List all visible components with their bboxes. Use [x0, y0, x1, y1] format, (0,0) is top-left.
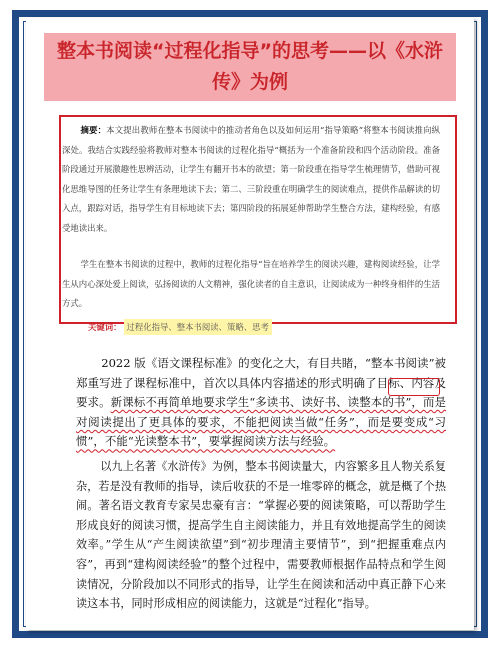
keywords-label: 关键词：	[88, 322, 122, 332]
body-p2-text: 以九上名著《水浒传》为例，整本书阅读量大，内容繁多且人物关系复杂，若是没有教师的指导，读后收获的不是一堆零碎的概念，就是概了个热闹。著名语文教育专家吴忠豪有言：“掌握必要的阅读策略，可以帮助学生形成良好的阅读习惯，提高学生自主阅读能力，并且有效地提高学生的阅读效率。”学生从“产生阅读欲望”到“初步理清主要情节”，到“把握重难点内容”，再到“建构阅读经验”的整个过程中，需要教师根据作品特点和学生阅读情况，分阶段加以不同形式的指导，让学生在阅读和活动中真正静下心来读这本书，同时形成相应的阅读能力，这就是“过程化”指导。	[76, 460, 446, 611]
body-p1-marked: 新课标不再简单地要求学生“多读书、读好书、读整本的书”，而是对阅读提出了更具体的要求，不能把阅读当做“任务”，而是要变成“习惯”，不能“光读整本书”，要掌握阅读方法与经验。	[76, 395, 446, 449]
keywords-text: 过程化指导、整本书阅读、策略、思考	[124, 319, 272, 335]
abstract-label: 摘要：	[80, 125, 107, 135]
abstract-paragraph-2	[62, 255, 440, 314]
keywords-row	[88, 319, 272, 335]
body-p1-plain: 2022 版《语文课程标准》的变化之大，有目共睹，“整本书阅读”被郑重写进了课程标准中，首次以具体内容描述的形式明确了目标、内容及要求。	[76, 356, 446, 410]
abstract-paragraph-1	[62, 121, 440, 238]
abstract-text-2: 学生在整本书阅读的过程中，教师的过程化指导“旨在培养学生的阅读兴趣，建构阅读经验，让学生从内心深处爱上阅读，弘扬阅读的人文精神，强化读者的自主意识，让阅读成为一种终身相伴的生活方式。	[62, 259, 440, 308]
abstract-text-1: 本文提出教师在整本书阅读中的推动者角色以及如何运用“指导策略”将整本书阅读推向纵深处。我结合实践经验将教师对整本书阅读的过程化指导“概括为一个准备阶段和四个活动阶段。准备阶段通过开展激趣性思辨活动，让学生有翻开书本的欲望；第一阶段重在指导学生梳理情节，借助可视化思维导图的任务让学生有条理地读下去；第二、三阶段重在明确学生的阅读难点，提供作品解读的切入点，跟踪对话，指导学生有目标地读下去；第四阶段的拓展延伸帮助学生整合方法，建构经验，有感受地读出来。	[62, 125, 441, 233]
page-title: 整本书阅读“过程化指导”的思考——以《水浒传》为例	[57, 40, 443, 93]
title-banner	[44, 33, 456, 101]
body-paragraph-2	[76, 457, 446, 614]
inline-box-annotation	[388, 378, 440, 396]
body-paragraph-1	[76, 354, 446, 452]
